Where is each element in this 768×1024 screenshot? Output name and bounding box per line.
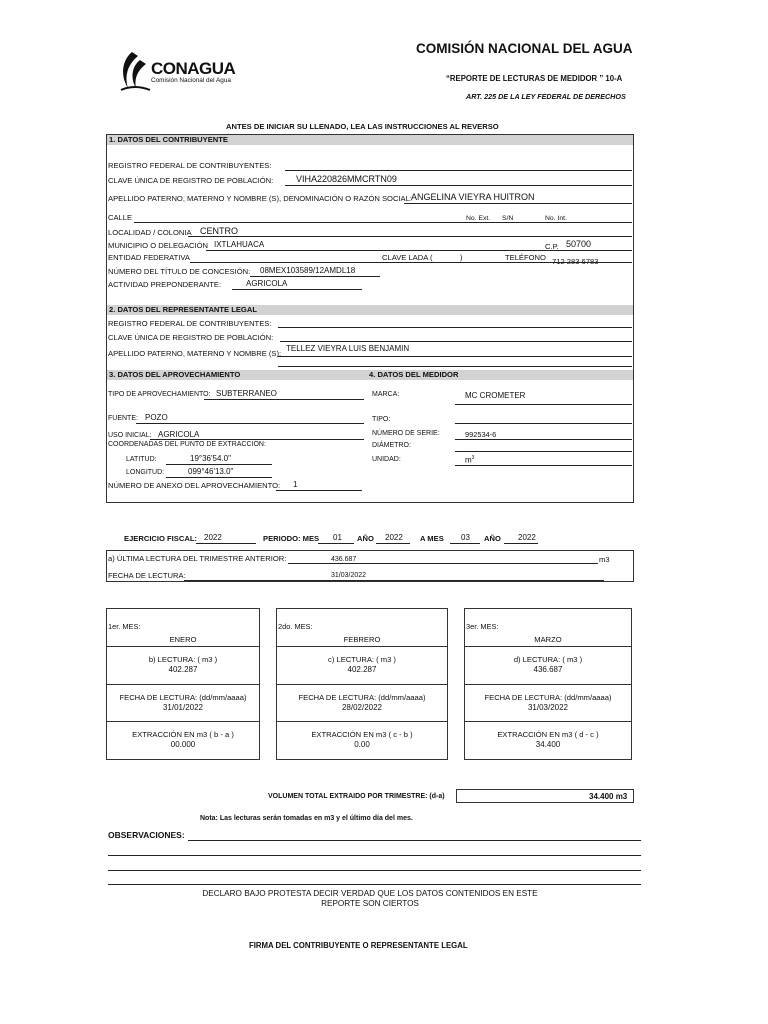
lectura-anterior-label: a) ÚLTIMA LECTURA DEL TRIMESTRE ANTERIOR: [108, 554, 287, 563]
unidad-text: m [465, 455, 472, 465]
observaciones-line-1[interactable] [188, 840, 641, 841]
titulo-value: 08MEX103589/12AMDL18 [260, 266, 356, 275]
localidad-label: LOCALIDAD / COLONIA [108, 228, 192, 237]
titulo-field[interactable] [250, 276, 380, 277]
fiscal-value: 2022 [204, 533, 222, 542]
rep-nombre-label: APELLIDO PATERNO, MATERNO Y NOMBRE (S): [108, 349, 282, 358]
localidad-field[interactable] [188, 236, 632, 237]
tipo-medidor-label: TIPO: [372, 416, 391, 423]
section-contribuyente: 1. DATOS DEL CONTRIBUYENTE [107, 135, 633, 145]
fiscal-label: EJERCICIO FISCAL: [124, 534, 197, 543]
longitud-label: LONGITUD: [126, 469, 165, 476]
serie-field[interactable] [455, 439, 632, 440]
fuente-label: FUENTE: [108, 415, 138, 422]
article-ref: ART. 225 DE LA LEY FEDERAL DE DERECHOS [466, 92, 626, 101]
marca-field[interactable] [455, 404, 632, 405]
month-cell [107, 684, 259, 722]
total-value: 34.400 m3 [589, 792, 628, 801]
uso-label: USO INICIAL: [108, 432, 152, 439]
uso-value: AGRICOLA [158, 430, 200, 439]
nombre-label: APELLIDO PATERNO, MATERNO Y NOMBRE (S), DENOMINACIÓN O RAZÓN SOCIAL: [108, 194, 412, 203]
nota: Nota: Las lecturas serán tomadas en m3 y el último día del mes. [200, 815, 413, 822]
tipo-medidor-field[interactable] [455, 423, 632, 424]
logo-text: CONAGUA [151, 59, 236, 78]
anexo-label: NÚMERO DE ANEXO DEL APROVECHAMIENTO: [108, 481, 281, 490]
ano-fin-label: AÑO [484, 534, 501, 543]
latitud-field[interactable] [166, 464, 272, 465]
marca-value: MC CROMETER [465, 391, 526, 400]
localidad-value: CENTRO [200, 226, 238, 236]
ano-fin-value: 2022 [518, 533, 536, 542]
mes-inicio-value: 01 [333, 533, 342, 542]
curp-field[interactable] [285, 185, 632, 186]
section-medidor: 4. DATOS DEL MEDIDOR [367, 370, 633, 380]
longitud-value: 099°46'13.0" [188, 467, 234, 476]
no-ext-value: S/N [502, 215, 514, 222]
mes-fin-value: 03 [461, 533, 470, 542]
month-cell [277, 721, 447, 759]
month-header: 2do. MES: [278, 622, 313, 631]
curp-value: VIHA220826MMCRTN09 [296, 174, 397, 184]
diametro-field[interactable] [455, 451, 632, 452]
tipo-aprov-value: SUBTERRANEO [216, 389, 277, 398]
fiscal-field[interactable] [196, 543, 256, 544]
rep-curp-label: CLAVE ÚNICA DE REGISTRO DE POBLACIÓN: [108, 333, 274, 342]
periodo-label: PERIODO: MES [263, 534, 320, 543]
total-label: VOLUMEN TOTAL EXTRAIDO POR TRIMESTRE: (d-a) [268, 793, 445, 800]
ano-inicio-value: 2022 [385, 533, 403, 542]
anexo-field[interactable] [276, 490, 362, 491]
month-box [276, 608, 448, 760]
observaciones-line-4[interactable] [108, 884, 641, 885]
uso-field[interactable] [150, 439, 364, 440]
curp-label: CLAVE ÚNICA DE REGISTRO DE POBLACIÓN: [108, 176, 274, 185]
mes-inicio-field[interactable] [318, 543, 354, 544]
lada-label: CLAVE LADA ( [382, 253, 433, 262]
fecha-value: 31/01/2022 [162, 702, 204, 712]
month-cell [277, 684, 447, 722]
declaracion-line-1: DECLARO BAJO PROTESTA DECIR VERDAD QUE LOS DATOS CONTENIDOS EN ESTE [202, 889, 538, 898]
diametro-label: DIÁMETRO: [372, 442, 411, 449]
extraccion-value: 34.400 [535, 739, 561, 749]
fecha-anterior-field[interactable] [184, 580, 604, 581]
section-representante: 2. DATOS DEL REPRESENTANTE LEGAL [107, 305, 633, 315]
coord-label: COORDENADAS DEL PUNTO DE EXTRACCIÓN: [108, 441, 266, 448]
calle-label: CALLE [108, 213, 133, 222]
municipio-label: MUNICIPIO O DELEGACIÓN [108, 241, 208, 250]
conagua-logo-icon [118, 50, 152, 92]
observaciones-line-2[interactable] [108, 855, 641, 856]
fecha-label: FECHA DE LECTURA: (dd/mm/aaaa) [484, 693, 612, 702]
municipio-value: IXTLAHUACA [214, 240, 265, 249]
unidad-value [465, 456, 474, 465]
month-cell [107, 721, 259, 759]
extraccion-value: 00.000 [170, 739, 196, 749]
page-title: COMISIÓN NACIONAL DEL AGUA [416, 41, 633, 56]
rep-curp-field[interactable] [280, 341, 632, 342]
lectura-anterior-field[interactable] [288, 563, 598, 564]
month-name: MARZO [534, 635, 562, 644]
month-cell [465, 646, 631, 684]
mes-fin-field[interactable] [450, 543, 480, 544]
tipo-aprov-label: TIPO DE APROVECHAMIENTO: [108, 391, 211, 398]
month-box [464, 608, 632, 760]
lectura-value: 402.287 [168, 664, 198, 674]
month-cell [465, 721, 631, 759]
municipio-field[interactable] [206, 250, 632, 251]
lectura-label: d) LECTURA: ( m3 ) [513, 655, 583, 664]
month-header: 3er. MES: [466, 622, 499, 631]
logo-subtitle: Comisión Nacional del Agua [151, 77, 231, 84]
rfc-label: REGISTRO FEDERAL DE CONTRIBUYENTES: [108, 161, 272, 170]
fecha-label: FECHA DE LECTURA: (dd/mm/aaaa) [119, 693, 247, 702]
lada-close: ) [460, 253, 463, 262]
titulo-label: NÚMERO DEL TÍTULO DE CONCESIÓN: [108, 267, 251, 276]
month-name: ENERO [169, 635, 197, 644]
lectura-value: 436.687 [533, 664, 563, 674]
lectura-label: b) LECTURA: ( m3 ) [148, 655, 218, 664]
lectura-anterior-value: 436.687 [331, 556, 357, 563]
month-cell [277, 646, 447, 684]
extraccion-label: EXTRACCIÓN EN m3 ( b - a ) [132, 730, 234, 739]
rep-nombre-field[interactable] [278, 356, 632, 357]
ano-fin-field[interactable] [504, 543, 538, 544]
fecha-value: 28/02/2022 [341, 702, 383, 712]
firma-label: FIRMA DEL CONTRIBUYENTE O REPRESENTANTE LEGAL [249, 941, 468, 950]
ano-inicio-label: AÑO [357, 534, 374, 543]
telefono-value: 712 283 6783 [552, 257, 599, 266]
fuente-field[interactable] [136, 423, 364, 424]
observaciones-label: OBSERVACIONES: [108, 830, 185, 840]
fecha-anterior-label: FECHA DE LECTURA: [108, 571, 186, 580]
serie-label: NÚMERO DE SERIE: [372, 430, 440, 437]
rep-rfc-field[interactable] [278, 327, 632, 328]
unidad-label: UNIDAD: [372, 456, 401, 463]
rep-nombre-value: TELLEZ VIEYRA LUIS BENJAMIN [286, 344, 410, 353]
anexo-value: 1 [293, 480, 298, 489]
fecha-value: 31/03/2022 [527, 702, 569, 712]
extraccion-label: EXTRACCIÓN EN m3 ( d - c ) [497, 730, 599, 739]
lectura-anterior-unit: m3 [599, 555, 610, 564]
month-name: FEBRERO [343, 635, 381, 644]
conagua-logo [118, 50, 248, 94]
cp-value: 50700 [566, 239, 592, 249]
nombre-field[interactable] [404, 203, 632, 204]
fuente-value: POZO [145, 413, 168, 422]
serie-value: 992534-6 [465, 430, 497, 439]
rfc-field[interactable] [285, 170, 632, 171]
month-cell [107, 646, 259, 684]
rep-nombre-field-2[interactable] [278, 366, 632, 367]
latitud-value: 19°36'54.0" [190, 454, 231, 463]
entidad-field[interactable] [190, 262, 632, 263]
fecha-anterior-value: 31/03/2022 [331, 572, 367, 579]
month-cell [465, 684, 631, 722]
declaracion [150, 889, 590, 910]
calle-field[interactable] [134, 222, 632, 223]
month-header: 1er. MES: [108, 622, 141, 631]
lectura-value: 402.287 [347, 664, 377, 674]
section-aprovechamiento: 3. DATOS DEL APROVECHAMIENTO [107, 370, 367, 380]
no-int-label: No. Int. [545, 215, 567, 222]
cp-label: C.P. [545, 242, 559, 251]
latitud-label: LATITUD: [126, 456, 157, 463]
extraccion-label: EXTRACCIÓN EN m3 ( c - b ) [311, 730, 413, 739]
no-ext-label: No. Ext. [466, 215, 491, 222]
rep-rfc-label: REGISTRO FEDERAL DE CONTRIBUYENTES: [108, 319, 272, 328]
month-box [106, 608, 260, 760]
actividad-label: ACTIVIDAD PREPONDERANTE: [108, 280, 222, 289]
extraccion-value: 0.00 [354, 739, 370, 749]
report-title: “REPORTE DE LECTURAS DE MEDIDOR ” 10-A [446, 74, 623, 83]
nombre-value: ANGELINA VIEYRA HUITRON [411, 192, 535, 202]
actividad-field[interactable] [232, 289, 362, 290]
actividad-value: AGRICOLA [246, 279, 288, 288]
instructions-note: ANTES DE INICIAR SU LLENADO, LEA LAS INSTRUCCIONES AL REVERSO [226, 122, 499, 131]
entidad-label: ENTIDAD FEDERATIVA [108, 253, 190, 262]
lectura-label: c) LECTURA: ( m3 ) [328, 655, 396, 664]
fecha-label: FECHA DE LECTURA: (dd/mm/aaaa) [298, 693, 426, 702]
telefono-label: TELÉFONO [505, 253, 546, 262]
observaciones-line-3[interactable] [108, 870, 641, 871]
declaracion-line-2: REPORTE SON CIERTOS [321, 899, 419, 909]
unidad-field[interactable] [455, 465, 632, 466]
tipo-aprov-field[interactable] [204, 399, 364, 400]
marca-label: MARCA: [372, 391, 400, 398]
ano-inicio-field[interactable] [376, 543, 410, 544]
longitud-field[interactable] [166, 477, 272, 478]
unidad-sup: 3 [471, 455, 475, 461]
a-mes-label: A MES [420, 534, 444, 543]
